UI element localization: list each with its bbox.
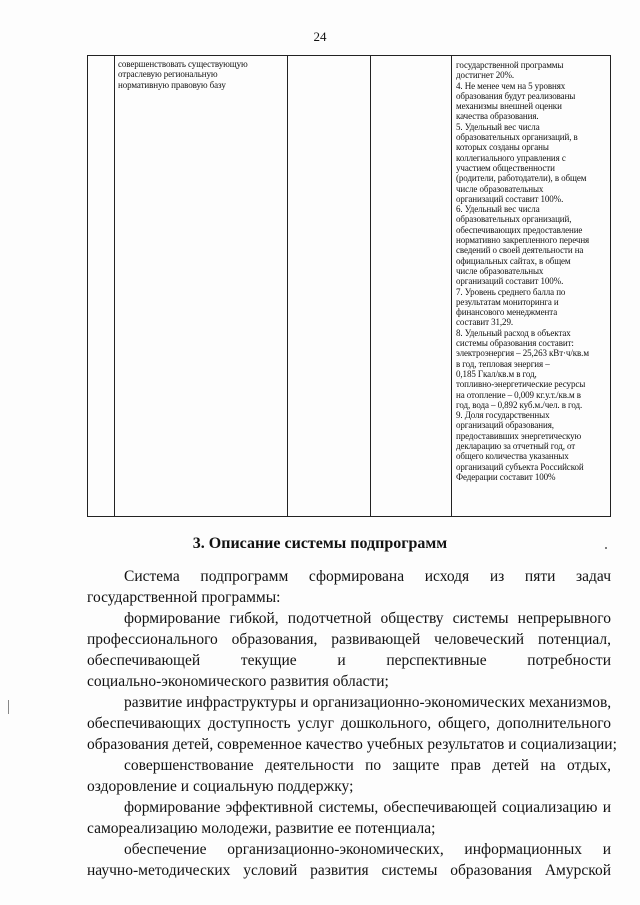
continuation-table: [87, 55, 611, 517]
page-number: 24: [313, 29, 327, 44]
text-line: профессионального образования, развивающей человеческий потенциал,: [87, 631, 611, 648]
table-cell-results-text: государственной программы достигнет 20%. 4. Не менее чем на 5 уровнях образования будут реализованы механизмы внешней оценки качества образования. 5. Удельный вес числа образовательных организаций, в которых созданы органы коллегиального управления с участием общественности (родители, работодатели), в общем числе образовательных организаций составит 100%. 6. Удельный вес числа образовательных организаций, обеспечивающих предоставление нормативно закрепленного перечня сведений о своей деятельности на официальных сайтах, в общем числе образовательных организаций составит 100%. 7. Уровень среднего балла по результатам мониторинга и финансового менеджмента составит 31,29. 8. Удельный расход в объектах системы образования составит: электроэнергия – 25,263 кВт·ч/кв.м в год, тепловая энергия – 0,185 Гкал/кв.м в год, топливно-энергетические ресурсы на отопление – 0,009 кг.у.т./кв.м в год, вода – 0,892 куб.м./чел. в год. 9. Доля государственных организаций образования, предоставивших энергетическую декларацию за отчетный год, от общего количества указанных организаций субъекта Российской Федерации составит 100%: [456, 60, 590, 482]
text-line: государственной программы:: [87, 589, 281, 606]
scan-speck: [605, 547, 607, 549]
text-line: научно-методических условий развития системы образования Амурской: [87, 862, 611, 879]
paragraph-task-2: [87, 692, 617, 755]
table-column-number: [88, 56, 115, 516]
table-column-empty-2: [371, 56, 452, 516]
paragraph-task-1: [87, 608, 611, 692]
text-line: социально-экономического развития области;: [87, 673, 389, 690]
text-line: обеспечение организационно-экономических, информационных и: [124, 841, 611, 858]
paragraph-task-4: [87, 797, 611, 839]
section-heading: 3. Описание системы подпрограмм: [192, 535, 448, 552]
text-line: обеспечивающих доступность услуг дошкольного, общего, дополнительного: [87, 715, 611, 732]
table-cell-task-text: совершенствовать существующую отраслевую региональную нормативную правовую базу: [118, 59, 248, 90]
table-column-results: [452, 56, 612, 516]
text-line: самореализацию молодежи, развитие ее потенциала;: [87, 820, 436, 837]
text-line: формирование гибкой, подотчетной обществу системы непрерывного: [124, 610, 611, 627]
table-column-tasks: [115, 56, 288, 516]
text-line: совершенствование деятельности по защите прав детей на отдых,: [124, 757, 611, 774]
text-line: формирование эффективной системы, обеспечивающей социализацию и: [124, 799, 611, 816]
table-column-empty-1: [288, 56, 371, 516]
text-line: обеспечивающей текущие и перспективные потребности: [87, 652, 611, 669]
paragraph-task-5: [87, 839, 611, 881]
text-line: Система подпрограмм сформирована исходя из пяти задач: [124, 568, 611, 585]
text-line: развитие инфраструктуры и организационно-экономических механизмов,: [124, 694, 612, 711]
paragraph-task-3: [87, 755, 611, 797]
text-line: оздоровление и социальную поддержку;: [87, 778, 354, 795]
scan-edge-mark: [8, 700, 9, 714]
paragraph-intro: [87, 566, 611, 608]
text-line: образования детей, современное качество учебных результатов и социализации;: [87, 736, 617, 753]
